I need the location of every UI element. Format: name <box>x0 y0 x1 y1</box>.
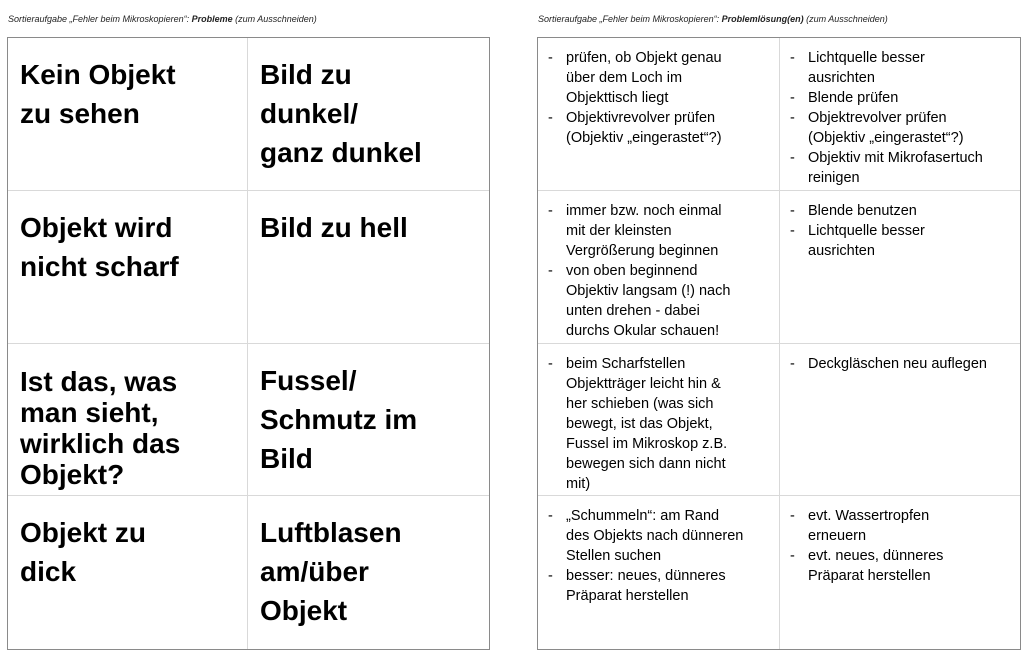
solution-card <box>538 344 780 496</box>
solution-item: - „Schummeln“: am Rand des Objekts nach dünneren Stellen suchen <box>546 506 773 566</box>
solution-item: - Objektiv mit Mikrofasertuch reinigen <box>788 148 1014 188</box>
problem-text: Bild zu dunkel/ ganz dunkel <box>260 59 422 168</box>
problem-card <box>8 496 248 649</box>
solution-item: - evt. Wassertropfen erneuern <box>788 506 1014 546</box>
solution-item: - Objektrevolver prüfen (Objektiv „eingerastet“?) <box>788 108 1014 148</box>
caption-suffix: (zum Ausschneiden) <box>803 14 888 24</box>
solution-card <box>780 344 1020 496</box>
solution-item: - Deckgläschen neu auflegen <box>788 354 1014 374</box>
solution-item: - von oben beginnend Objektiv langsam (!) nach unten drehen - dabei durchs Okular schauen! <box>546 261 773 341</box>
caption-bold: Problemlösung(en) <box>721 14 804 24</box>
solution-card <box>538 496 780 649</box>
solution-item: - evt. neues, dünneres Präparat herstellen <box>788 546 1014 586</box>
solution-item: - Blende prüfen <box>788 88 1014 108</box>
solution-item: - prüfen, ob Objekt genau über dem Loch im Objekttisch liegt <box>546 48 773 108</box>
problem-card <box>8 344 248 496</box>
problem-text: Bild zu hell <box>260 212 408 243</box>
right-page-caption <box>538 14 888 24</box>
problem-card <box>248 496 489 649</box>
solution-item: - immer bzw. noch einmal mit der kleinsten Vergrößerung beginnen <box>546 201 773 261</box>
problem-text: Ist das, was man sieht, wirklich das Objekt? <box>20 366 181 490</box>
solution-card <box>538 38 780 191</box>
left-page-caption <box>8 14 317 24</box>
solution-card <box>538 191 780 344</box>
solution-item: - Blende benutzen <box>788 201 1014 221</box>
solution-item: - besser: neues, dünneres Präparat herstellen <box>546 566 773 606</box>
solution-item: - beim Scharfstellen Objektträger leicht hin & her schieben (was sich bewegt, ist das Objekt, Fussel im Mikroskop z.B. bewegen sich dann nicht mit) <box>546 354 773 494</box>
solution-card <box>780 38 1020 191</box>
solution-item: - Lichtquelle besser ausrichten <box>788 221 1014 261</box>
solution-item: - Lichtquelle besser ausrichten <box>788 48 1014 88</box>
solution-item: - Objektivrevolver prüfen (Objektiv „eingerastet“?) <box>546 108 773 148</box>
caption-bold: Probleme <box>191 14 233 24</box>
problem-text: Kein Objekt zu sehen <box>20 59 176 129</box>
solution-card <box>780 496 1020 649</box>
problem-text: Fussel/ Schmutz im Bild <box>260 365 418 474</box>
problem-card <box>8 191 248 344</box>
solutions-card-grid <box>537 37 1021 650</box>
caption-suffix: (zum Ausschneiden) <box>232 14 317 24</box>
problem-text: Objekt zu dick <box>20 517 147 587</box>
caption-prefix: Sortieraufgabe „Fehler beim Mikroskopieren“: <box>8 14 192 24</box>
problem-card <box>248 191 489 344</box>
problem-card <box>248 344 489 496</box>
problem-card <box>8 38 248 191</box>
problem-card <box>248 38 489 191</box>
problems-card-grid <box>7 37 490 650</box>
solution-card <box>780 191 1020 344</box>
problem-text: Objekt wird nicht scharf <box>20 212 179 282</box>
problem-text: Luftblasen am/über Objekt <box>260 517 402 626</box>
caption-prefix: Sortieraufgabe „Fehler beim Mikroskopieren“: <box>538 14 722 24</box>
